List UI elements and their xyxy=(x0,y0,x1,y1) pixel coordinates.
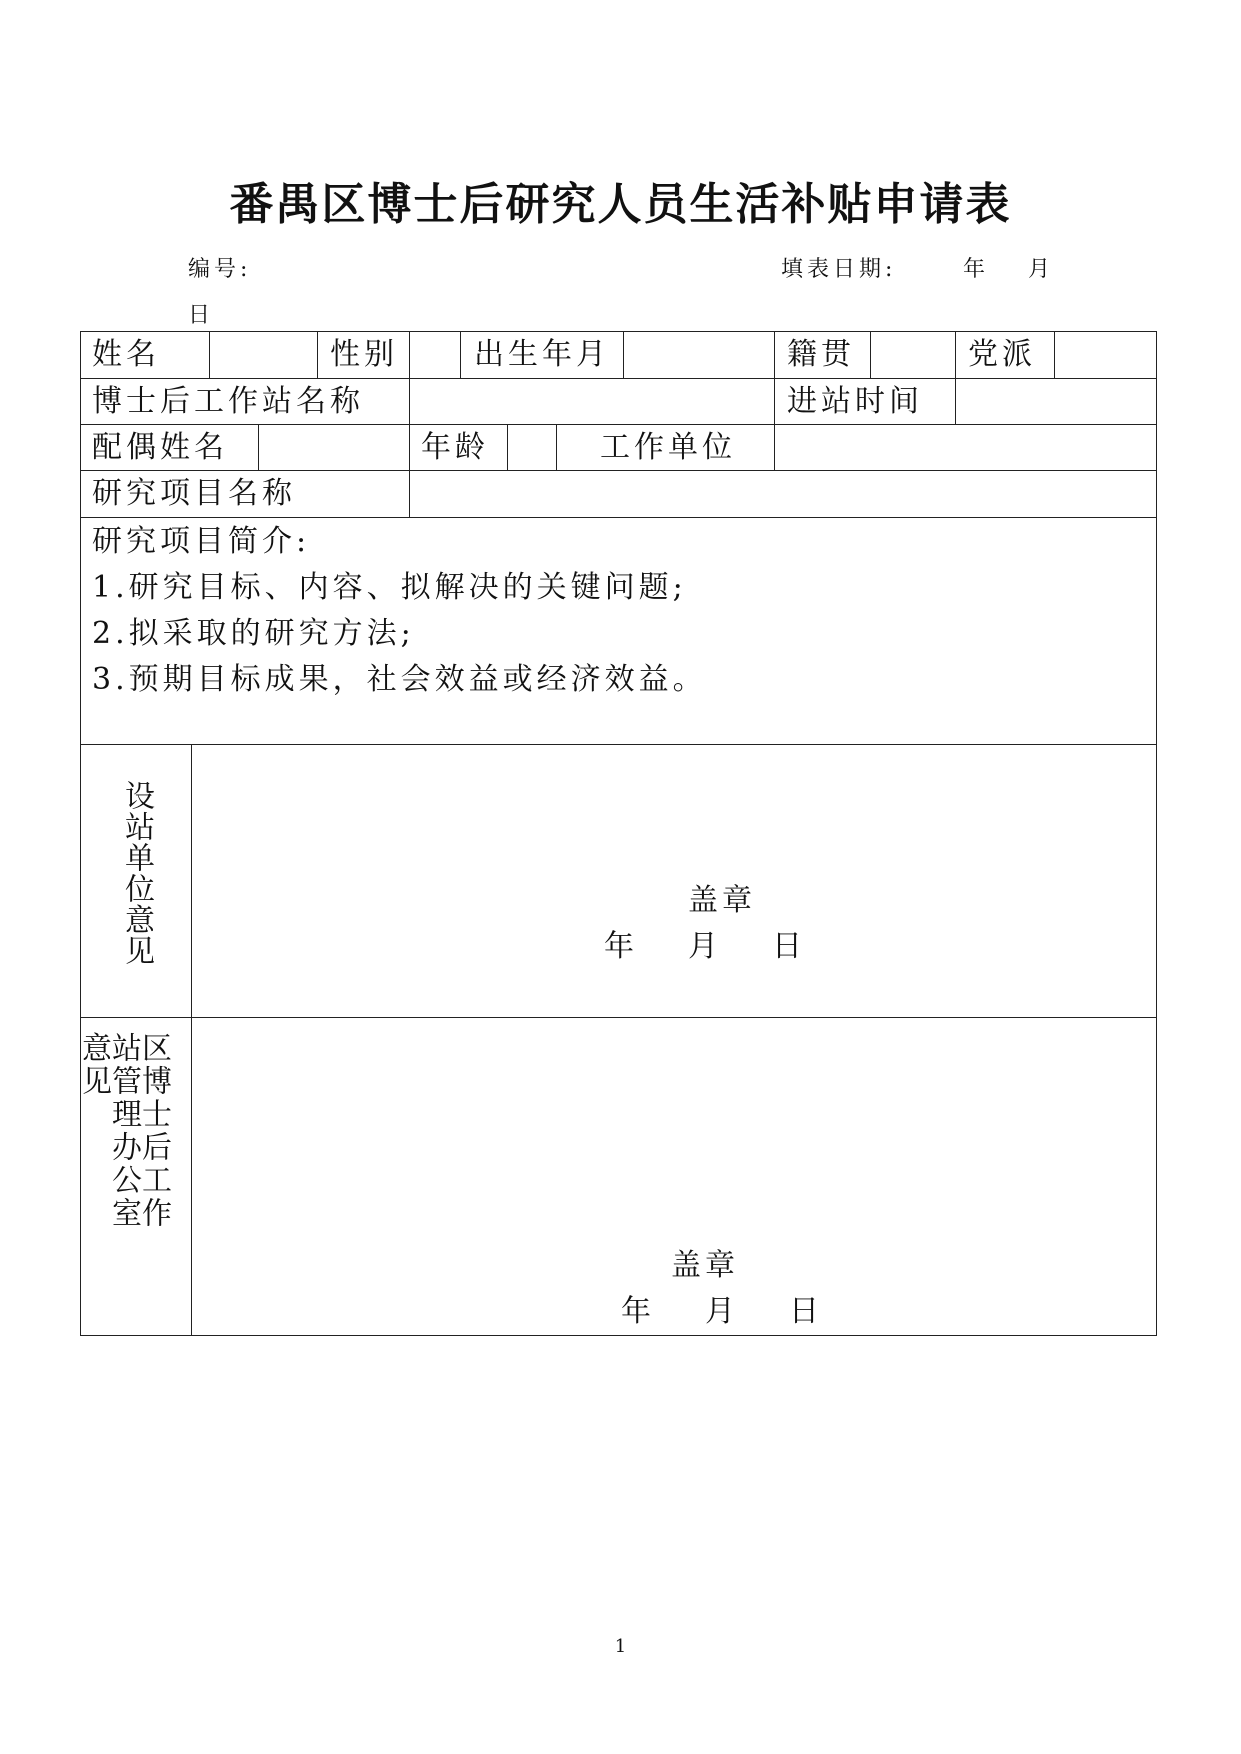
label-birth-date: 出生年月 xyxy=(474,337,610,372)
intro-heading: 研究项目简介: xyxy=(92,524,311,559)
label-office-opinion: 区博士后工作站管理办公室意见 xyxy=(76,1032,171,1230)
cell-divider xyxy=(258,424,259,470)
label-party: 党派 xyxy=(968,337,1036,372)
intro-item-3: 3.预期目标成果，社会效益或经济效益。 xyxy=(92,662,707,697)
label-spouse-name: 配偶姓名 xyxy=(92,430,228,465)
unit-seal: 盖章 xyxy=(688,883,756,918)
cell-divider xyxy=(409,424,410,470)
fill-date-label: 填表日期: xyxy=(781,257,897,282)
label-unit-opinion: 设站单位意见 xyxy=(119,780,154,966)
row-divider xyxy=(80,470,1157,471)
unit-date-day: 日 xyxy=(772,929,806,964)
cell-divider xyxy=(774,331,775,378)
cell-divider xyxy=(409,470,410,517)
label-native-place: 籍贯 xyxy=(787,337,855,372)
office-date-year: 年 xyxy=(621,1294,655,1329)
page-title: 番禺区博士后研究人员生活补贴申请表 xyxy=(229,179,1012,230)
office-seal: 盖章 xyxy=(671,1248,739,1283)
fill-date-year: 年 xyxy=(963,257,990,282)
cell-divider xyxy=(955,378,956,424)
row-divider xyxy=(80,378,1157,379)
intro-item-1: 1.研究目标、内容、拟解决的关键问题; xyxy=(92,570,687,605)
page-number: 1 xyxy=(614,1636,627,1657)
label-name: 姓名 xyxy=(92,337,160,372)
cell-divider xyxy=(870,331,871,378)
cell-divider xyxy=(556,424,557,470)
row-divider xyxy=(80,424,1157,425)
label-work-unit: 工作单位 xyxy=(600,430,736,465)
cell-divider xyxy=(209,331,210,378)
label-entry-time: 进站时间 xyxy=(787,384,923,419)
cell-divider xyxy=(507,424,508,470)
fill-date-day: 日 xyxy=(188,303,215,328)
office-date-month: 月 xyxy=(705,1294,739,1329)
cell-divider xyxy=(1054,331,1055,378)
number-label: 编号: xyxy=(188,257,252,282)
office-date-day: 日 xyxy=(789,1294,823,1329)
row-divider xyxy=(80,517,1157,518)
cell-divider xyxy=(774,424,775,470)
cell-divider xyxy=(623,331,624,378)
cell-divider xyxy=(460,331,461,378)
cell-divider xyxy=(191,744,192,1336)
intro-item-2: 2.拟采取的研究方法; xyxy=(92,616,415,651)
cell-divider xyxy=(955,331,956,378)
unit-date-month: 月 xyxy=(688,929,722,964)
unit-date-year: 年 xyxy=(604,929,638,964)
label-gender: 性别 xyxy=(330,337,398,372)
row-divider xyxy=(80,744,1157,745)
row-divider xyxy=(80,1017,1157,1018)
label-project-name: 研究项目名称 xyxy=(92,476,296,511)
cell-divider xyxy=(774,378,775,424)
cell-divider xyxy=(409,378,410,424)
label-age: 年龄 xyxy=(421,430,489,465)
cell-divider xyxy=(317,331,318,378)
label-station-name: 博士后工作站名称 xyxy=(92,384,364,419)
cell-divider xyxy=(409,331,410,378)
fill-date-month: 月 xyxy=(1028,257,1055,282)
